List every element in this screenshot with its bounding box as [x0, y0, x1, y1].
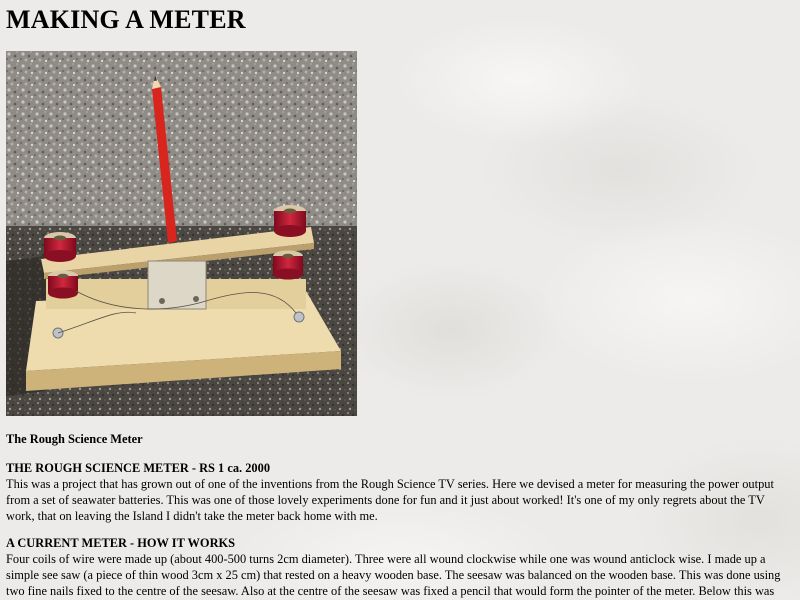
section-heading: THE ROUGH SCIENCE METER - RS 1 ca. 2000: [6, 461, 271, 475]
section-heading: A CURRENT METER - HOW IT WORKS: [6, 536, 236, 550]
section-body: This was a project that has grown out of one of the inventions from the Rough Science TV series. Here we devised a meter for measuring the power output from a set of seawater batteries. This was one of those lovely experiments done for fun and it just about worked! It's one of my only regrets about the TV work, that on leaving the Island I didn't take the meter back home with me.: [6, 477, 774, 523]
section-rough-science-meter: [6, 460, 796, 524]
section-body: Four coils of wire were made up (about 400-500 turns 2cm diameter). Three were all wound clockwise while one was wound anticlock wise. I made up a simple see saw (a piece of thin wood 3cm x 25 cm) that rested on a heavy wooden base. The seesaw was balanced on the wooden base. This was done using two fine nails fixed to the centre of the seesaw. Also at the centre of the seesaw was fixed a pencil that would form the pointer of the meter. Below this was: [6, 552, 781, 598]
page-title: MAKING A METER: [6, 5, 246, 34]
section-how-it-works: [6, 535, 796, 599]
meter-photo: [6, 51, 357, 416]
photo-caption: The Rough Science Meter: [6, 432, 143, 446]
